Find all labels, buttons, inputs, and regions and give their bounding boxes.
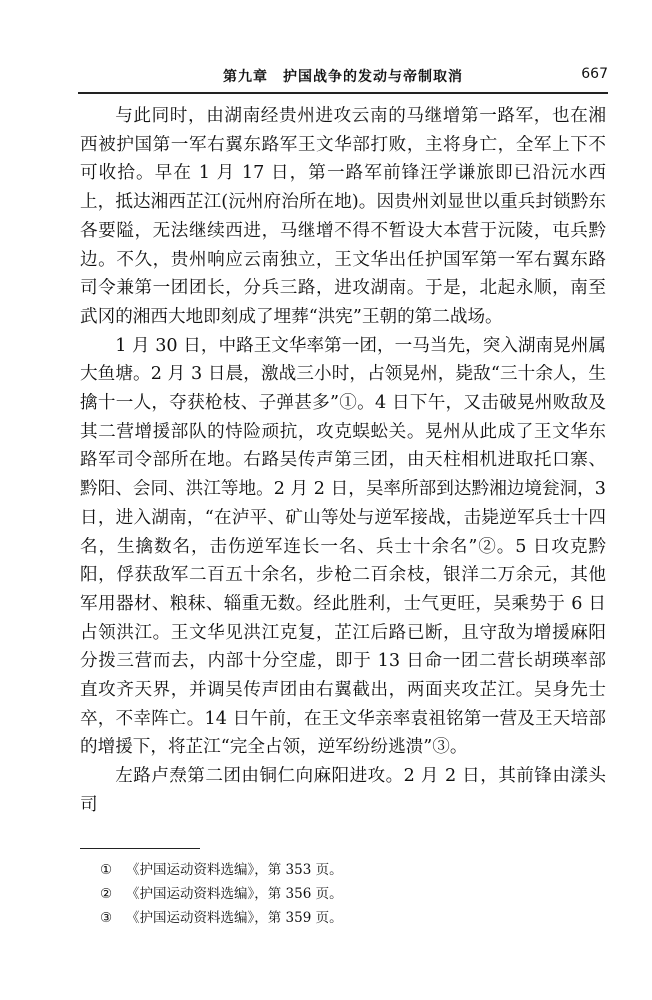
footnote-text: 《护国运动资料选编》，第 359 页。: [126, 910, 343, 926]
footnote-mark: ③: [100, 910, 113, 926]
paragraph: 左路卢焘第二团由铜仁向麻阳进攻。2 月 2 日，其前锋由漾头司: [80, 766, 606, 815]
footnotes: [100, 858, 600, 930]
footnote-mark: ②: [100, 886, 113, 902]
footnote-mark: ①: [100, 862, 113, 878]
chapter-title: 第九章 护国战争的发动与帝制取消: [223, 69, 463, 85]
paragraph: 与此同时，由湖南经贵州进攻云南的马继增第一路军，也在湘西被护国第一军右翼东路军王文华部打败，主将身亡，全军上下不可收拾。早在 1 月 17 日，第一路军前锋汪学谦旅即已沿沅水西上，抵达湘西芷江(沅州府治所在地)。因贵州刘显世以重兵封锁黔东各要隘，无法继续西进，马继增不得不暂设大本营于沅陵，屯兵黔边。不久，贵州响应云南独立，王文华出任护国军第一军右翼东路司令兼第一团团长，分兵三路，进攻湖南。于是，北起永顺，南至武冈的湘西大地即刻成了埋葬“洪宪”王朝的第二战场。: [80, 106, 606, 327]
footnote: [100, 906, 600, 930]
footnote-text: 《护国运动资料选编》，第 353 页。: [126, 862, 343, 878]
body-text: [80, 102, 606, 820]
paragraph: 1 月 30 日，中路王文华率第一团，一马当先，突入湖南晃州属大鱼塘。2 月 3 日晨，激战三小时，占领晃州，毙敌“三十余人，生擒十一人，夺获枪枝、子弹甚多”①。4 日下午，又击破晃州败敌及其二营增援部队的恃险顽抗，攻克蜈蚣关。晃州从此成了王文华东路军司令部所在地。右路吴传声第三团，由天柱相机进取托口寨、黔阳、会同、洪江等地。2 月 2 日，吴率所部到达黔湘边境瓮洞，3 日，进入湖南，“在泸平、矿山等处与逆军接战，击毙逆军兵士十四名，生擒数名，击伤逆军连长一名、兵士十余名”②。5 日攻克黔阳，俘获敌军二百五十余名，步枪二百余枝，银洋二万余元，其他军用器材、粮秣、辎重无数。经此胜利，士气更旺，吴乘势于 6 日占领洪江。王文华见洪江克复，芷江后路已断，且守敌为增援麻阳分拨三营而去，内部十分空虚，即于 13 日命一团二营长胡瑛率部直攻齐天界，并调吴传声团由右翼截出，两面夹攻芷江。吴身先士卒，不幸阵亡。14 日午前，在王文华亲率袁祖铭第一营及王天培部的增援下，将芷江“完全占领，逆军纷纷逃溃”③。: [80, 335, 606, 758]
running-header: [78, 66, 608, 90]
footnote: [100, 882, 600, 906]
footnote-text: 《护国运动资料选编》，第 356 页。: [126, 886, 343, 902]
header-rule: [78, 92, 608, 94]
page-number: 667: [581, 66, 608, 82]
footnote: [100, 858, 600, 882]
footnote-rule: [80, 848, 200, 849]
